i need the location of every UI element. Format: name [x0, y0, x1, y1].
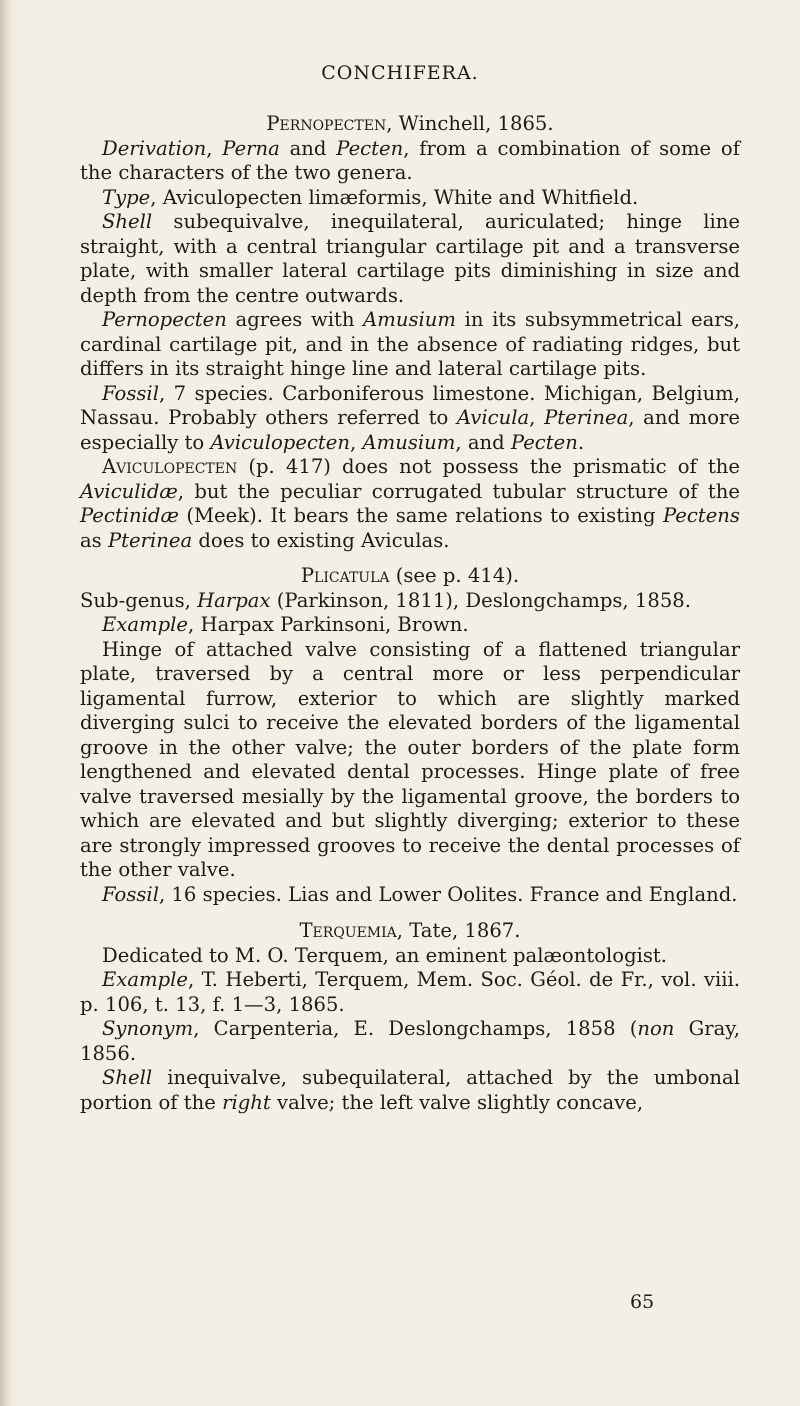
italic-term: Perna: [222, 136, 280, 160]
running-head: CONCHIFERA.: [321, 62, 479, 84]
text-run: ,: [206, 136, 223, 160]
italic-term: Pecten: [510, 430, 578, 454]
text-run: , but the peculiar corrugated tubular structure of the: [177, 479, 740, 503]
text-run: , Aviculopecten limæformis, White and Whitfield.: [150, 185, 639, 209]
text-run: and: [279, 136, 337, 160]
section-heading: [80, 564, 740, 589]
text-run: , Harpax Parkinsoni, Brown.: [188, 613, 469, 636]
section-heading: [80, 919, 740, 944]
text-run: inequivalve, subequilateral, attached by the umbonal portion of the: [80, 1066, 740, 1114]
text-run: , Carpenteria, E. Deslongchamps, 1858 (: [193, 1017, 638, 1040]
genus-name: Aviculopecten: [102, 455, 238, 478]
text-run: (p. 417) does not possess the prismatic of the: [237, 455, 740, 478]
page-body: [80, 112, 740, 1115]
italic-term: Pterinea: [107, 528, 193, 552]
paragraph: [80, 944, 740, 969]
text-run: (Meek). It bears the same relations to existing: [178, 504, 663, 527]
paragraph: [80, 137, 740, 186]
paragraph: [80, 1066, 740, 1115]
italic-term: Fossil: [102, 381, 159, 405]
italic-term: Pernopecten: [102, 308, 227, 331]
section-pernopecten: [80, 112, 740, 553]
text-run: Dedicated to M. O. Terquem, an eminent palæontologist.: [102, 943, 668, 967]
italic-term: Pectinidæ: [80, 504, 179, 527]
italic-term: Type: [102, 185, 151, 209]
genus-name: Terquemia,: [299, 919, 404, 942]
italic-term: non: [637, 1017, 675, 1040]
italic-term: Fossil: [102, 882, 159, 906]
italic-term: Aviculidæ: [80, 479, 178, 503]
text-run: does to existing Aviculas.: [192, 528, 450, 552]
italic-term: Shell: [102, 210, 153, 233]
text-run: , 16 species. Lias and Lower Oolites. France and England.: [158, 882, 738, 906]
italic-term: Example: [102, 968, 189, 991]
text-run: , T. Heberti, Terquem, Mem. Soc. Géol. de Fr., vol. viii. p. 106, t. 13, f. 1—3, 1865.: [80, 968, 740, 1016]
paragraph: [80, 308, 740, 382]
text-run: , from a combination of some of the characters of the two genera.: [80, 136, 740, 184]
heading-author: (see p. 414).: [389, 564, 520, 587]
page-number: 65: [630, 1291, 655, 1313]
paragraph: [80, 1017, 740, 1066]
paragraph: [80, 210, 740, 308]
paragraph: [80, 638, 740, 883]
italic-term: Example: [102, 613, 189, 636]
genus-name: Pernopecten,: [266, 112, 393, 135]
text-run: ,: [529, 406, 545, 429]
section-heading: [80, 112, 740, 137]
text-run: Sub-genus,: [80, 588, 198, 612]
heading-author: Tate, 1867.: [403, 919, 521, 942]
italic-term: Derivation: [102, 136, 207, 160]
paragraph: [80, 382, 740, 456]
italic-term: Aviculopecten: [210, 430, 351, 454]
text-run: ,: [350, 430, 363, 454]
text-run: .: [577, 430, 585, 454]
section-plicatula: [80, 564, 740, 907]
section-terquemia: [80, 919, 740, 1115]
italic-term: Amusium: [362, 430, 456, 454]
text-run: , and: [455, 430, 511, 454]
text-run: (Parkinson, 1811), Deslongchamps, 1858.: [270, 588, 691, 612]
heading-author: Winchell, 1865.: [392, 112, 554, 135]
italic-term: Synonym: [102, 1017, 194, 1040]
paragraph: [80, 613, 740, 638]
text-run: , and more especially to: [80, 406, 740, 454]
text-run: Gray, 1856.: [80, 1017, 740, 1065]
text-run: agrees with: [226, 308, 364, 331]
paragraph: [80, 883, 740, 908]
paragraph: [80, 455, 740, 553]
italic-term: Amusium: [363, 308, 456, 331]
text-run: , 7 species. Carboniferous limestone. Michigan, Belgium, Nassau. Probably others referred to: [80, 381, 740, 429]
text-run: as: [80, 528, 108, 552]
paragraph: [80, 186, 740, 211]
text-run: Hinge of attached valve consisting of a flattened triangular plate, traversed by a central more or less perpendicular ligamental furrow, exterior to which are slightly marked diverging sulci to receive the elevated borders of the ligamental groove in the other valve; the outer borders of the plate form lengthened and elevated dental processes. Hinge plate of free valve traversed mesially by the ligamental groove, the borders to which are elevated and but slightly diverging; exterior to these are strongly impressed grooves to receive the dental processes of the other valve.: [80, 637, 740, 881]
italic-term: Harpax: [197, 588, 271, 612]
italic-term: Pecten: [336, 136, 404, 160]
italic-term: right: [222, 1090, 271, 1114]
italic-term: Pectens: [662, 504, 740, 527]
text-run: in its subsymmetrical ears, cardinal cartilage pit, and in the absence of radiating ridges, but differs in its straight hinge line and lateral cartilage pits.: [80, 308, 740, 380]
paragraph: [80, 589, 740, 614]
text-run: subequivalve, inequilateral, auriculated; hinge line straight, with a central triangular cartilage pit and a transverse plate, with smaller lateral cartilage pits diminishing in size and depth from the centre outwards.: [80, 210, 740, 307]
italic-term: Shell: [102, 1066, 153, 1089]
text-run: valve; the left valve slightly concave,: [270, 1090, 644, 1114]
italic-term: Pterinea: [544, 406, 629, 429]
italic-term: Avicula: [456, 406, 530, 429]
paragraph: [80, 968, 740, 1017]
genus-name: Plicatula: [300, 564, 390, 587]
